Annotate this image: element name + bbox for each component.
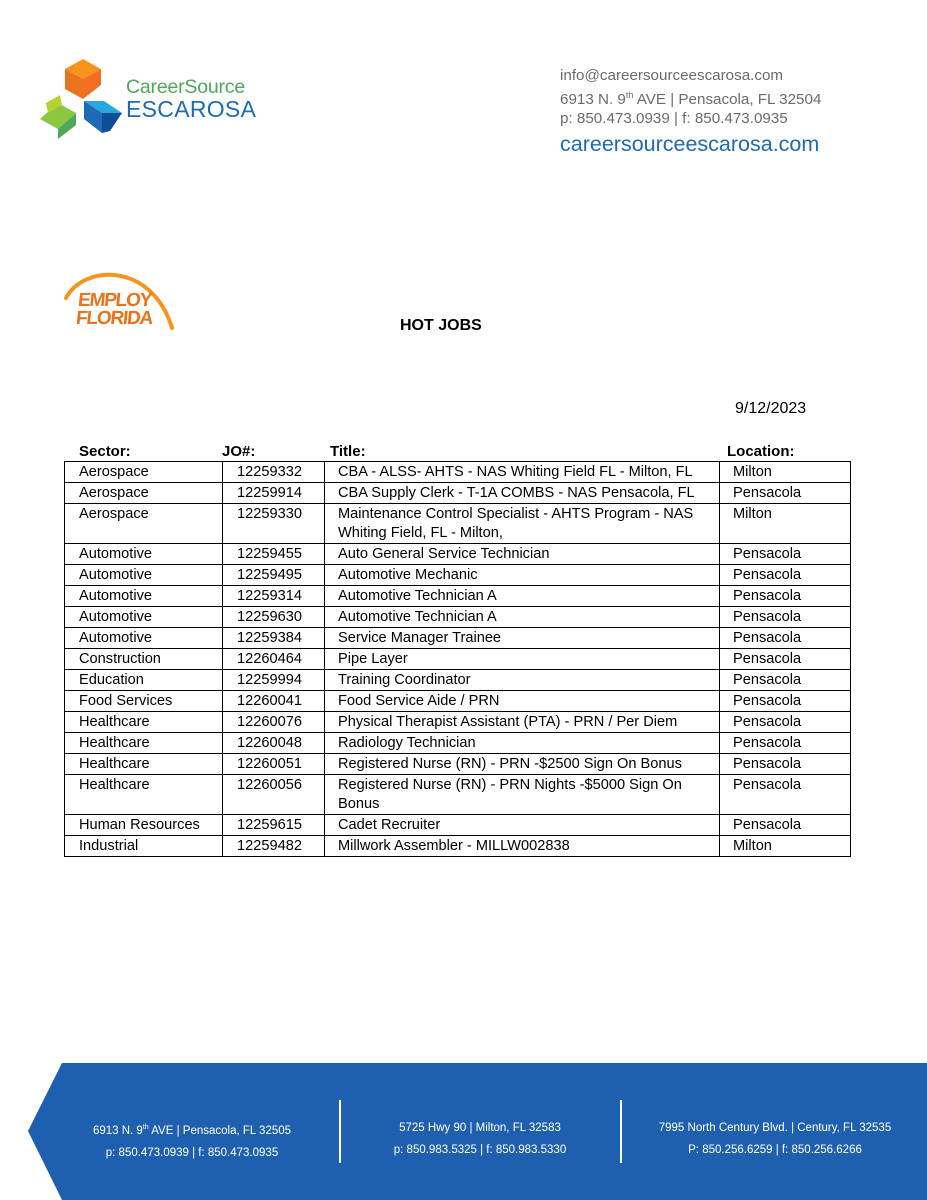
- header-location: Location:: [727, 443, 795, 460]
- cell-jo-number: 12259914: [223, 483, 325, 504]
- footer-address: 5725 Hwy 90 | Milton, FL 32583: [399, 1122, 561, 1134]
- cell-jo-number: 12260056: [223, 775, 325, 815]
- footer-phones: p: 850.983.5325 | f: 850.983.5330: [393, 1144, 567, 1156]
- cell-jo-number: 12260076: [223, 712, 325, 733]
- cell-jo-number: 12259482: [223, 836, 325, 857]
- cell-location: Milton: [720, 504, 851, 544]
- cell-sector: Industrial: [65, 836, 223, 857]
- cell-sector: Automotive: [65, 607, 223, 628]
- table-row: [65, 670, 851, 691]
- cell-job-title: Millwork Assembler - MILLW002838: [325, 836, 720, 857]
- cell-sector: Automotive: [65, 565, 223, 586]
- cell-location: Pensacola: [720, 483, 851, 504]
- table-row: [65, 504, 851, 544]
- footer-divider: [339, 1100, 341, 1163]
- header-title: Title:: [330, 443, 366, 460]
- cell-job-title: Automotive Technician A: [325, 586, 720, 607]
- cell-jo-number: 12259314: [223, 586, 325, 607]
- cell-sector: Automotive: [65, 586, 223, 607]
- cell-jo-number: 12260041: [223, 691, 325, 712]
- cell-location: Pensacola: [720, 712, 851, 733]
- cell-location: Pensacola: [720, 733, 851, 754]
- footer-divider: [620, 1100, 622, 1163]
- cell-jo-number: 12259332: [223, 462, 325, 483]
- cell-sector: Aerospace: [65, 462, 223, 483]
- cell-job-title: Physical Therapist Assistant (PTA) - PRN / Per Diem: [325, 712, 720, 733]
- table-row: [65, 544, 851, 565]
- employ-florida-logo: [60, 268, 178, 336]
- cell-location: Pensacola: [720, 815, 851, 836]
- table-row: [65, 754, 851, 775]
- cell-jo-number: 12259330: [223, 504, 325, 544]
- cell-location: Milton: [720, 462, 851, 483]
- contact-email[interactable]: info@careersourceescarosa.com: [560, 67, 784, 84]
- cell-location: Pensacola: [720, 649, 851, 670]
- cell-jo-number: 12259630: [223, 607, 325, 628]
- careersource-escarosa-logo: [38, 55, 268, 145]
- employ-logo-text-2: FLORIDA: [74, 308, 154, 329]
- cell-jo-number: 12259994: [223, 670, 325, 691]
- contact-website-link[interactable]: careersourceescarosa.com: [560, 131, 820, 156]
- table-row: [65, 815, 851, 836]
- cell-sector: Education: [65, 670, 223, 691]
- table-row: [65, 733, 851, 754]
- cell-sector: Aerospace: [65, 483, 223, 504]
- footer-address: 6913 N. 9th AVE | Pensacola, FL 32505: [92, 1124, 292, 1137]
- table-row: [65, 462, 851, 483]
- logo-mark-icon: [38, 55, 128, 145]
- cell-job-title: Radiology Technician: [325, 733, 720, 754]
- cell-sector: Aerospace: [65, 504, 223, 544]
- cell-job-title: Registered Nurse (RN) - PRN Nights -$5000 Sign On Bonus: [325, 775, 720, 815]
- cell-job-title: Training Coordinator: [325, 670, 720, 691]
- contact-address: 6913 N. 9th AVE | Pensacola, FL 32504: [560, 89, 822, 108]
- document-title: HOT JOBS: [400, 317, 482, 334]
- hot-jobs-table-body: [65, 462, 851, 857]
- logo-text-escarosa: ESCAROSA: [126, 96, 257, 122]
- cell-jo-number: 12259384: [223, 628, 325, 649]
- cell-sector: Healthcare: [65, 712, 223, 733]
- cell-location: Milton: [720, 836, 851, 857]
- cell-location: Pensacola: [720, 628, 851, 649]
- header-sector: Sector:: [79, 443, 131, 460]
- employ-logo-text-1: EMPLOY: [76, 290, 153, 311]
- cell-jo-number: 12259455: [223, 544, 325, 565]
- footer-office-pensacola: [72, 1117, 312, 1164]
- footer-phones: P: 850.256.6259 | f: 850.256.6266: [688, 1144, 862, 1156]
- cell-sector: Human Resources: [65, 815, 223, 836]
- header-jo: JO#:: [222, 443, 256, 460]
- cell-location: Pensacola: [720, 544, 851, 565]
- cell-jo-number: 12259615: [223, 815, 325, 836]
- cell-job-title: Automotive Technician A: [325, 607, 720, 628]
- cell-job-title: Food Service Aide / PRN: [325, 691, 720, 712]
- hot-jobs-table: [64, 461, 851, 857]
- cell-location: Pensacola: [720, 775, 851, 815]
- cell-job-title: Auto General Service Technician: [325, 544, 720, 565]
- cell-job-title: Service Manager Trainee: [325, 628, 720, 649]
- table-row: [65, 836, 851, 857]
- cell-job-title: Automotive Mechanic: [325, 565, 720, 586]
- cell-job-title: Pipe Layer: [325, 649, 720, 670]
- cell-jo-number: 12260464: [223, 649, 325, 670]
- footer-address: 7995 North Century Blvd. | Century, FL 32535: [658, 1122, 892, 1134]
- cell-jo-number: 12260051: [223, 754, 325, 775]
- footer-phones: p: 850.473.0939 | f: 850.473.0935: [105, 1146, 279, 1159]
- cell-location: Pensacola: [720, 565, 851, 586]
- contact-phones: p: 850.473.0939 | f: 850.473.0935: [560, 110, 788, 128]
- cell-location: Pensacola: [720, 670, 851, 691]
- table-row: [65, 565, 851, 586]
- table-row: [65, 483, 851, 504]
- cell-job-title: Maintenance Control Specialist - AHTS Program - NAS Whiting Field, FL - Milton,: [325, 504, 720, 544]
- table-row: [65, 712, 851, 733]
- footer-office-milton: [362, 1117, 598, 1161]
- table-row: [65, 691, 851, 712]
- cell-job-title: Registered Nurse (RN) - PRN -$2500 Sign On Bonus: [325, 754, 720, 775]
- cell-sector: Automotive: [65, 544, 223, 565]
- cell-location: Pensacola: [720, 586, 851, 607]
- table-row: [65, 586, 851, 607]
- cell-location: Pensacola: [720, 691, 851, 712]
- cell-sector: Healthcare: [65, 733, 223, 754]
- cell-jo-number: 12259495: [223, 565, 325, 586]
- cell-sector: Food Services: [65, 691, 223, 712]
- cell-location: Pensacola: [720, 607, 851, 628]
- table-row: [65, 628, 851, 649]
- document-date: 9/12/2023: [735, 400, 807, 417]
- table-row: [65, 607, 851, 628]
- cell-sector: Healthcare: [65, 754, 223, 775]
- cell-job-title: CBA Supply Clerk - T-1A COMBS - NAS Pensacola, FL: [325, 483, 720, 504]
- cell-location: Pensacola: [720, 754, 851, 775]
- logo-text-careersource: CareerSource: [126, 76, 245, 98]
- cell-job-title: CBA - ALSS- AHTS - NAS Whiting Field FL - Milton, FL: [325, 462, 720, 483]
- table-row: [65, 649, 851, 670]
- cell-sector: Automotive: [65, 628, 223, 649]
- table-row: [65, 775, 851, 815]
- footer-office-century: [640, 1117, 910, 1161]
- cell-jo-number: 12260048: [223, 733, 325, 754]
- cell-job-title: Cadet Recruiter: [325, 815, 720, 836]
- cell-sector: Construction: [65, 649, 223, 670]
- cell-sector: Healthcare: [65, 775, 223, 815]
- header-contact: [560, 66, 821, 157]
